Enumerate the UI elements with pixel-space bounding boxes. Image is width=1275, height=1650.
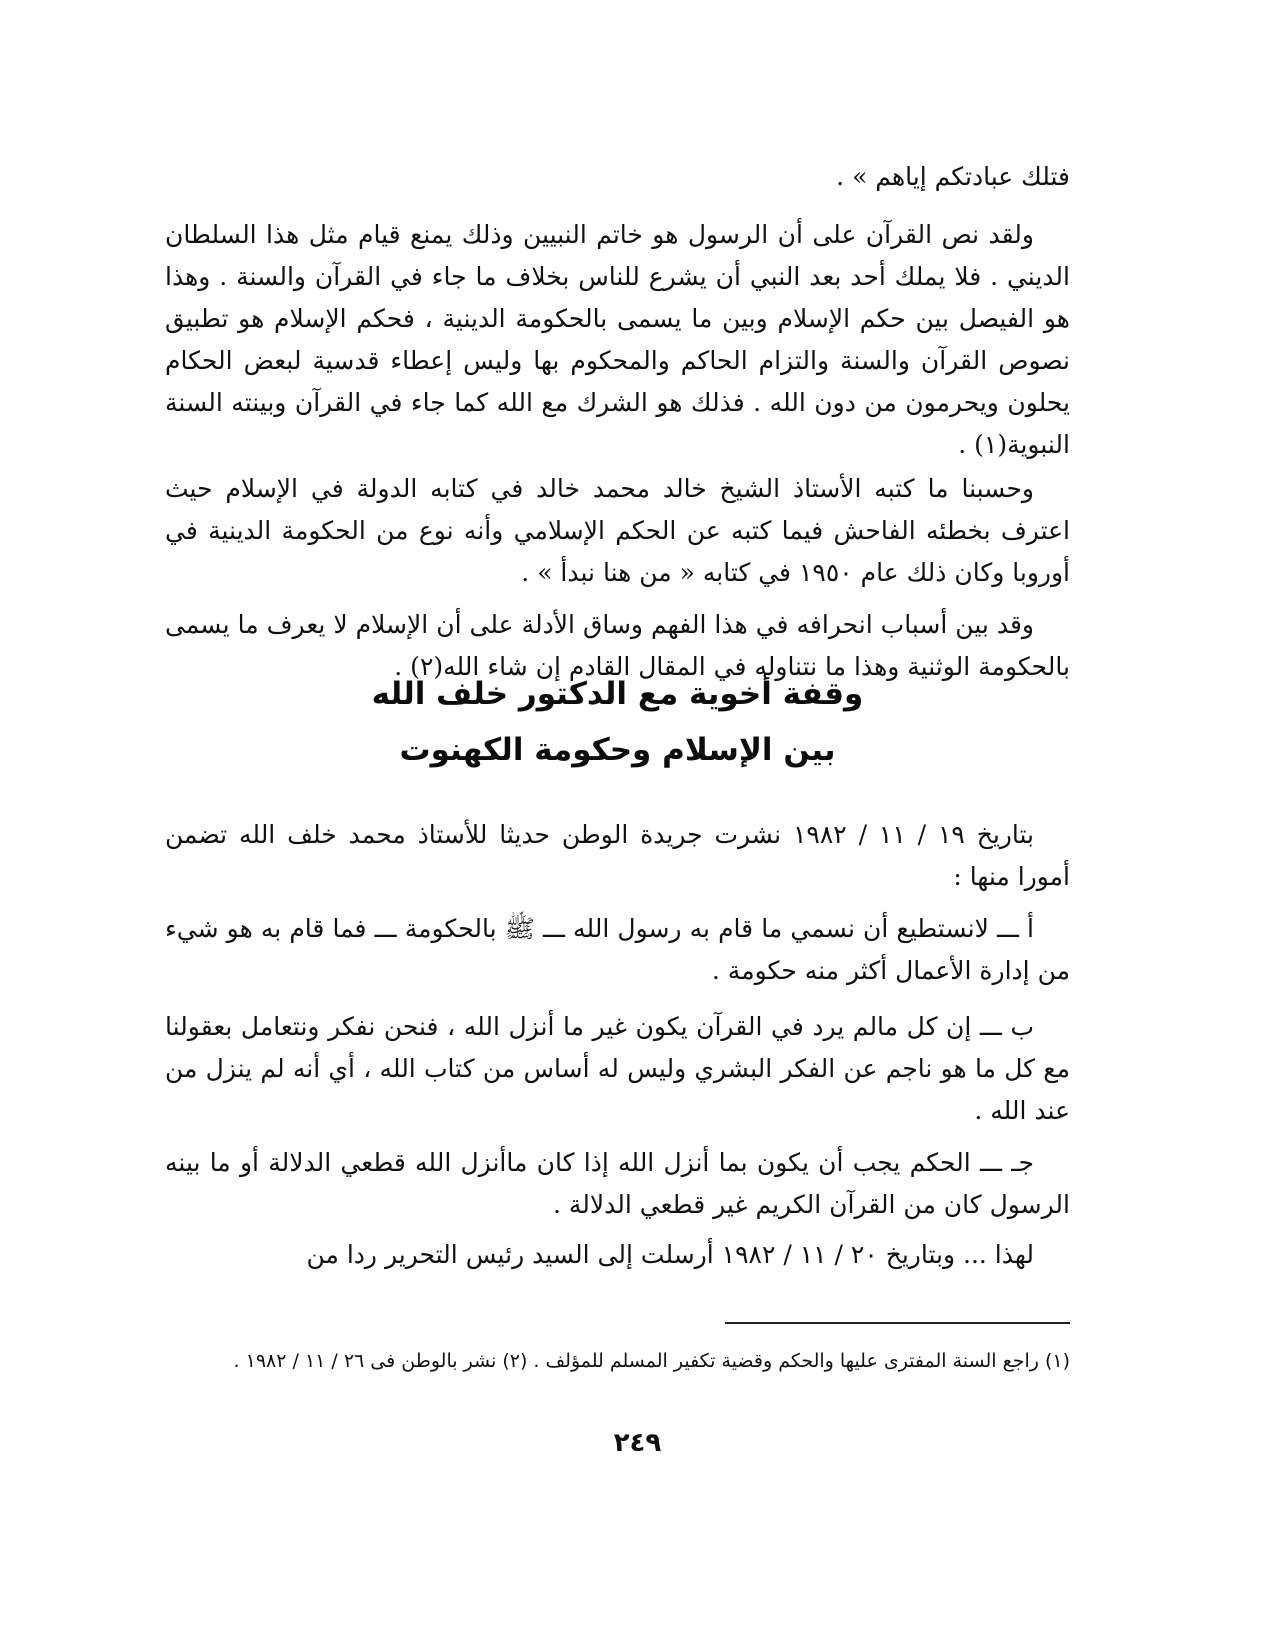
paragraph-point-b: ب ـــ إن كل مالم يرد في القرآن يكون غير ما أنزل الله ، فنحن نفكر ونتعامل بعقولنا مع كل ما هو ناجم عن الفكر البشري وليس له أساس من كتاب الله ، أي أنه لم ينزل من عند الله . <box>165 1012 1070 1125</box>
top-section <box>165 214 1070 688</box>
section-heading-2: بين الإسلام وحكومة الكهنوت <box>399 732 836 768</box>
paragraph-point-a: أ ـــ لانستطيع أن نسمي ما قام به رسول الله ـــ ﷺ بالحكومة ـــ فما قام به هو شيء من إدارة الأعمال أكثر منه حكومة . <box>165 914 1070 985</box>
paragraph-inhiraf: وقد بين أسباب انحرافه في هذا الفهم وساق الأدلة على أن الإسلام لا يعرف ما يسمى بالحكومة الوثنية وهذا ما نتناوله في المقال القادم إن شاء الله(٢) . <box>165 610 1070 681</box>
page-number: ٢٤٩ <box>613 1428 662 1458</box>
paragraph-reply: لهذا ... وبتاريخ ٢٠ / ١١ / ١٩٨٢ أرسلت إلى السيد رئيس التحرير ردا من <box>306 1240 1034 1269</box>
section-heading-1: وقفة أخوية مع الدكتور خلف الله <box>371 676 864 712</box>
bottom-section <box>165 814 1070 1276</box>
paragraph-khalid: وحسبنا ما كتبه الأستاذ الشيخ خالد محمد خالد في كتابه الدولة في الإسلام حيث اعترف بخطئه الفاحش فيما كتبه عن الحكم الإسلامي وأنه نوع من الحكومة الدينية في أوروبا وكان ذلك عام ١٩٥٠ في كتابه « من هنا نبدأ » . <box>165 474 1070 587</box>
paragraph-sultan: ولقد نص القرآن على أن الرسول هو خاتم النبيين وذلك يمنع قيام مثل هذا السلطان الديني . فلا يملك أحد بعد النبي أن يشرع للناس بخلاف ما جاء في القرآن والسنة . وهذا هو الفيصل بين حكم الإسلام وبين ما يسمى بالحكومة الدينية ، فحكم الإسلام هو تطبيق نصوص القرآن والسنة والتزام الحاكم والمحكوم بها وليس إعطاء قدسية لبعض الحكام يحلون ويحرمون من دون الله . فذلك هو الشرك مع الله كما جاء في القرآن وبينته السنة النبوية(١) . <box>165 220 1070 459</box>
paragraph-date: بتاريخ ١٩ / ١١ / ١٩٨٢ نشرت جريدة الوطن حديثا للأستاذ محمد خلف الله تضمن أمورا منها : <box>165 820 1070 891</box>
paragraph-point-c: جـ ـــ الحكم يجب أن يكون بما أنزل الله إذا كان ماأنزل الله قطعي الدلالة أو ما بينه الرسول كان من القرآن الكريم غير قطعي الدلالة . <box>165 1148 1070 1219</box>
intro-line: فتلك عبادتكم إياهم » . <box>836 162 1070 191</box>
footnote-divider <box>725 1322 1070 1324</box>
footnote: (١) راجع السنة المفترى عليها والحكم وقضية تكفير المسلم للمؤلف . (٢) نشر بالوطن فى ٢٦ / ١١ / ١٩٨٢ . <box>233 1350 1070 1372</box>
